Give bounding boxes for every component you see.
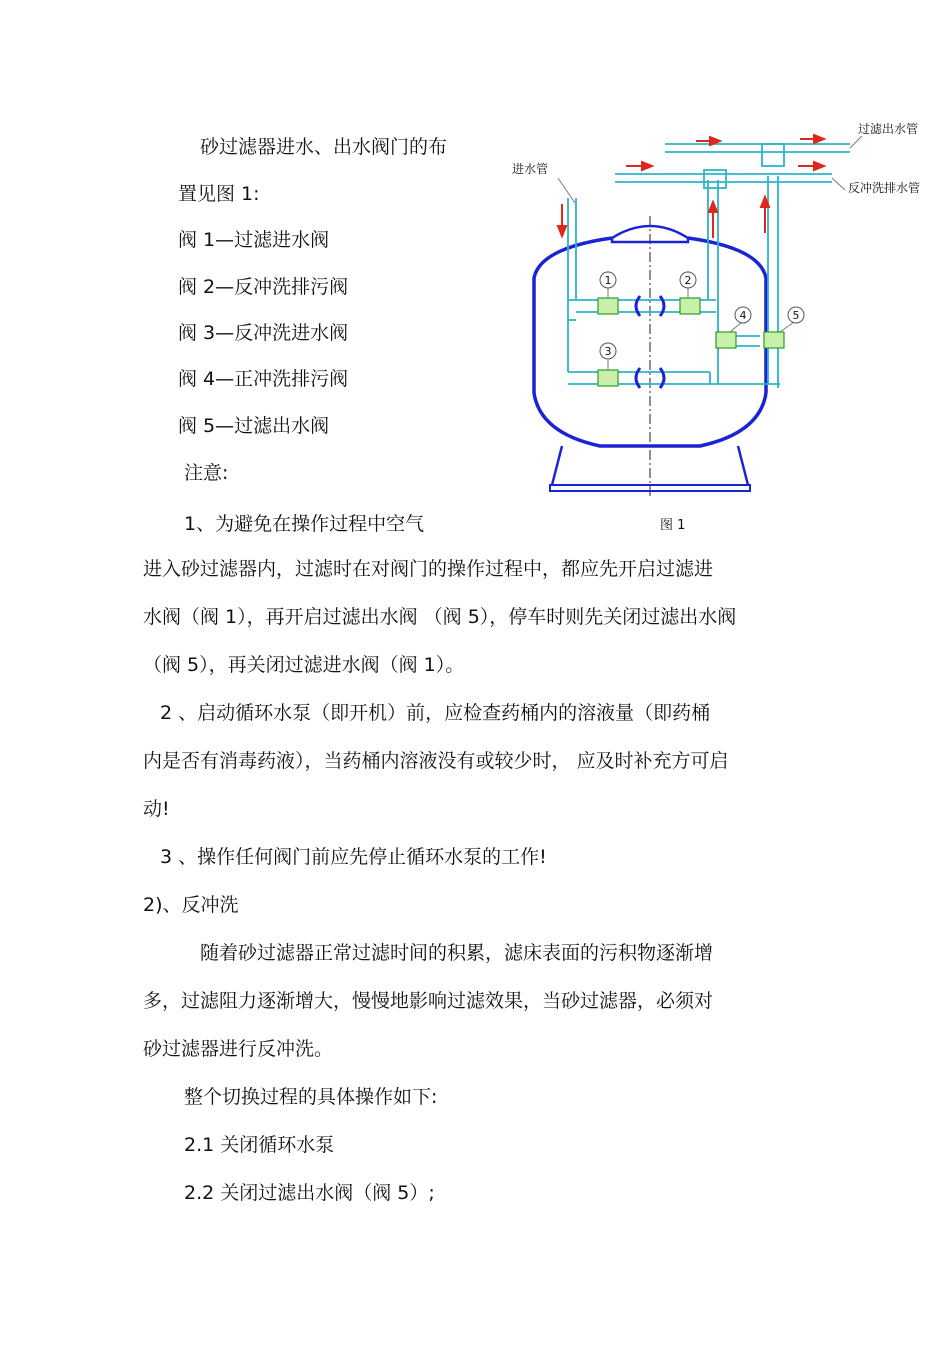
valve-number-5: 5 (792, 309, 800, 322)
label-outlet-pipe: 过滤出水管 (858, 122, 919, 136)
intro-line-2: 置见图 1: (178, 183, 260, 205)
note2-line-1: 2 、启动循环水泵（即开机）前，应检查药桶内的溶液量（即药桶 (160, 702, 711, 724)
note2-line-3: 动! (143, 798, 170, 820)
valve-number-3: 3 (604, 345, 612, 358)
valve-item-3: 阀 3—反冲洗进水阀 (178, 322, 349, 344)
label-inlet-pipe: 进水管 (512, 162, 549, 176)
valve-number-1: 1 (604, 274, 612, 287)
note1-line-1: 1、为避免在操作过程中空气 (184, 513, 425, 535)
label-backwash-pipe: 反冲洗排水管 (848, 181, 921, 195)
note1-line-2: 进入砂过滤器内，过滤时在对阀门的操作过程中，都应先开启过滤进 (143, 558, 714, 580)
step-2-2: 2.2 关闭过滤出水阀（阀 5）; (184, 1182, 435, 1204)
section2-para-line-2: 多，过滤阻力逐渐增大，慢慢地影响过滤效果，当砂过滤器，必须对 (143, 990, 714, 1012)
section2-para-line-1: 随着砂过滤器正常过滤时间的积累，滤床表面的污积物逐渐增 (200, 942, 714, 964)
valve-item-5: 阀 5—过滤出水阀 (178, 415, 330, 437)
section2-heading: 2)、反冲洗 (143, 894, 239, 916)
section2-para-line-3: 砂过滤器进行反冲洗。 (143, 1038, 334, 1060)
steps-intro: 整个切换过程的具体操作如下: (184, 1086, 438, 1108)
figure-caption: 图 1 (660, 518, 686, 533)
intro-line-1: 砂过滤器进水、出水阀门的布 (200, 136, 448, 158)
valve-number-2: 2 (684, 274, 692, 287)
note3: 3 、操作任何阀门前应先停止循环水泵的工作! (160, 846, 547, 868)
note1-line-4: （阀 5），再关闭过滤进水阀（阀 1）。 (143, 654, 465, 676)
valve-item-4: 阀 4—正冲洗排污阀 (178, 368, 349, 390)
note2-line-2: 内是否有消毒药液），当药桶内溶液没有或较少时， 应及时补充方可启 (143, 750, 729, 772)
valve-item-2: 阀 2—反冲洗排污阀 (178, 276, 349, 298)
sand-filter-diagram (500, 108, 940, 508)
step-2-1: 2.1 关闭循环水泵 (184, 1134, 335, 1156)
valve-number-4: 4 (739, 309, 747, 322)
valve-item-1: 阀 1—过滤进水阀 (178, 229, 330, 251)
notice-heading: 注意: (184, 462, 229, 484)
note1-line-3: 水阀（阀 1），再开启过滤出水阀 （阀 5），停车时则先关闭过滤出水阀 (143, 606, 737, 628)
